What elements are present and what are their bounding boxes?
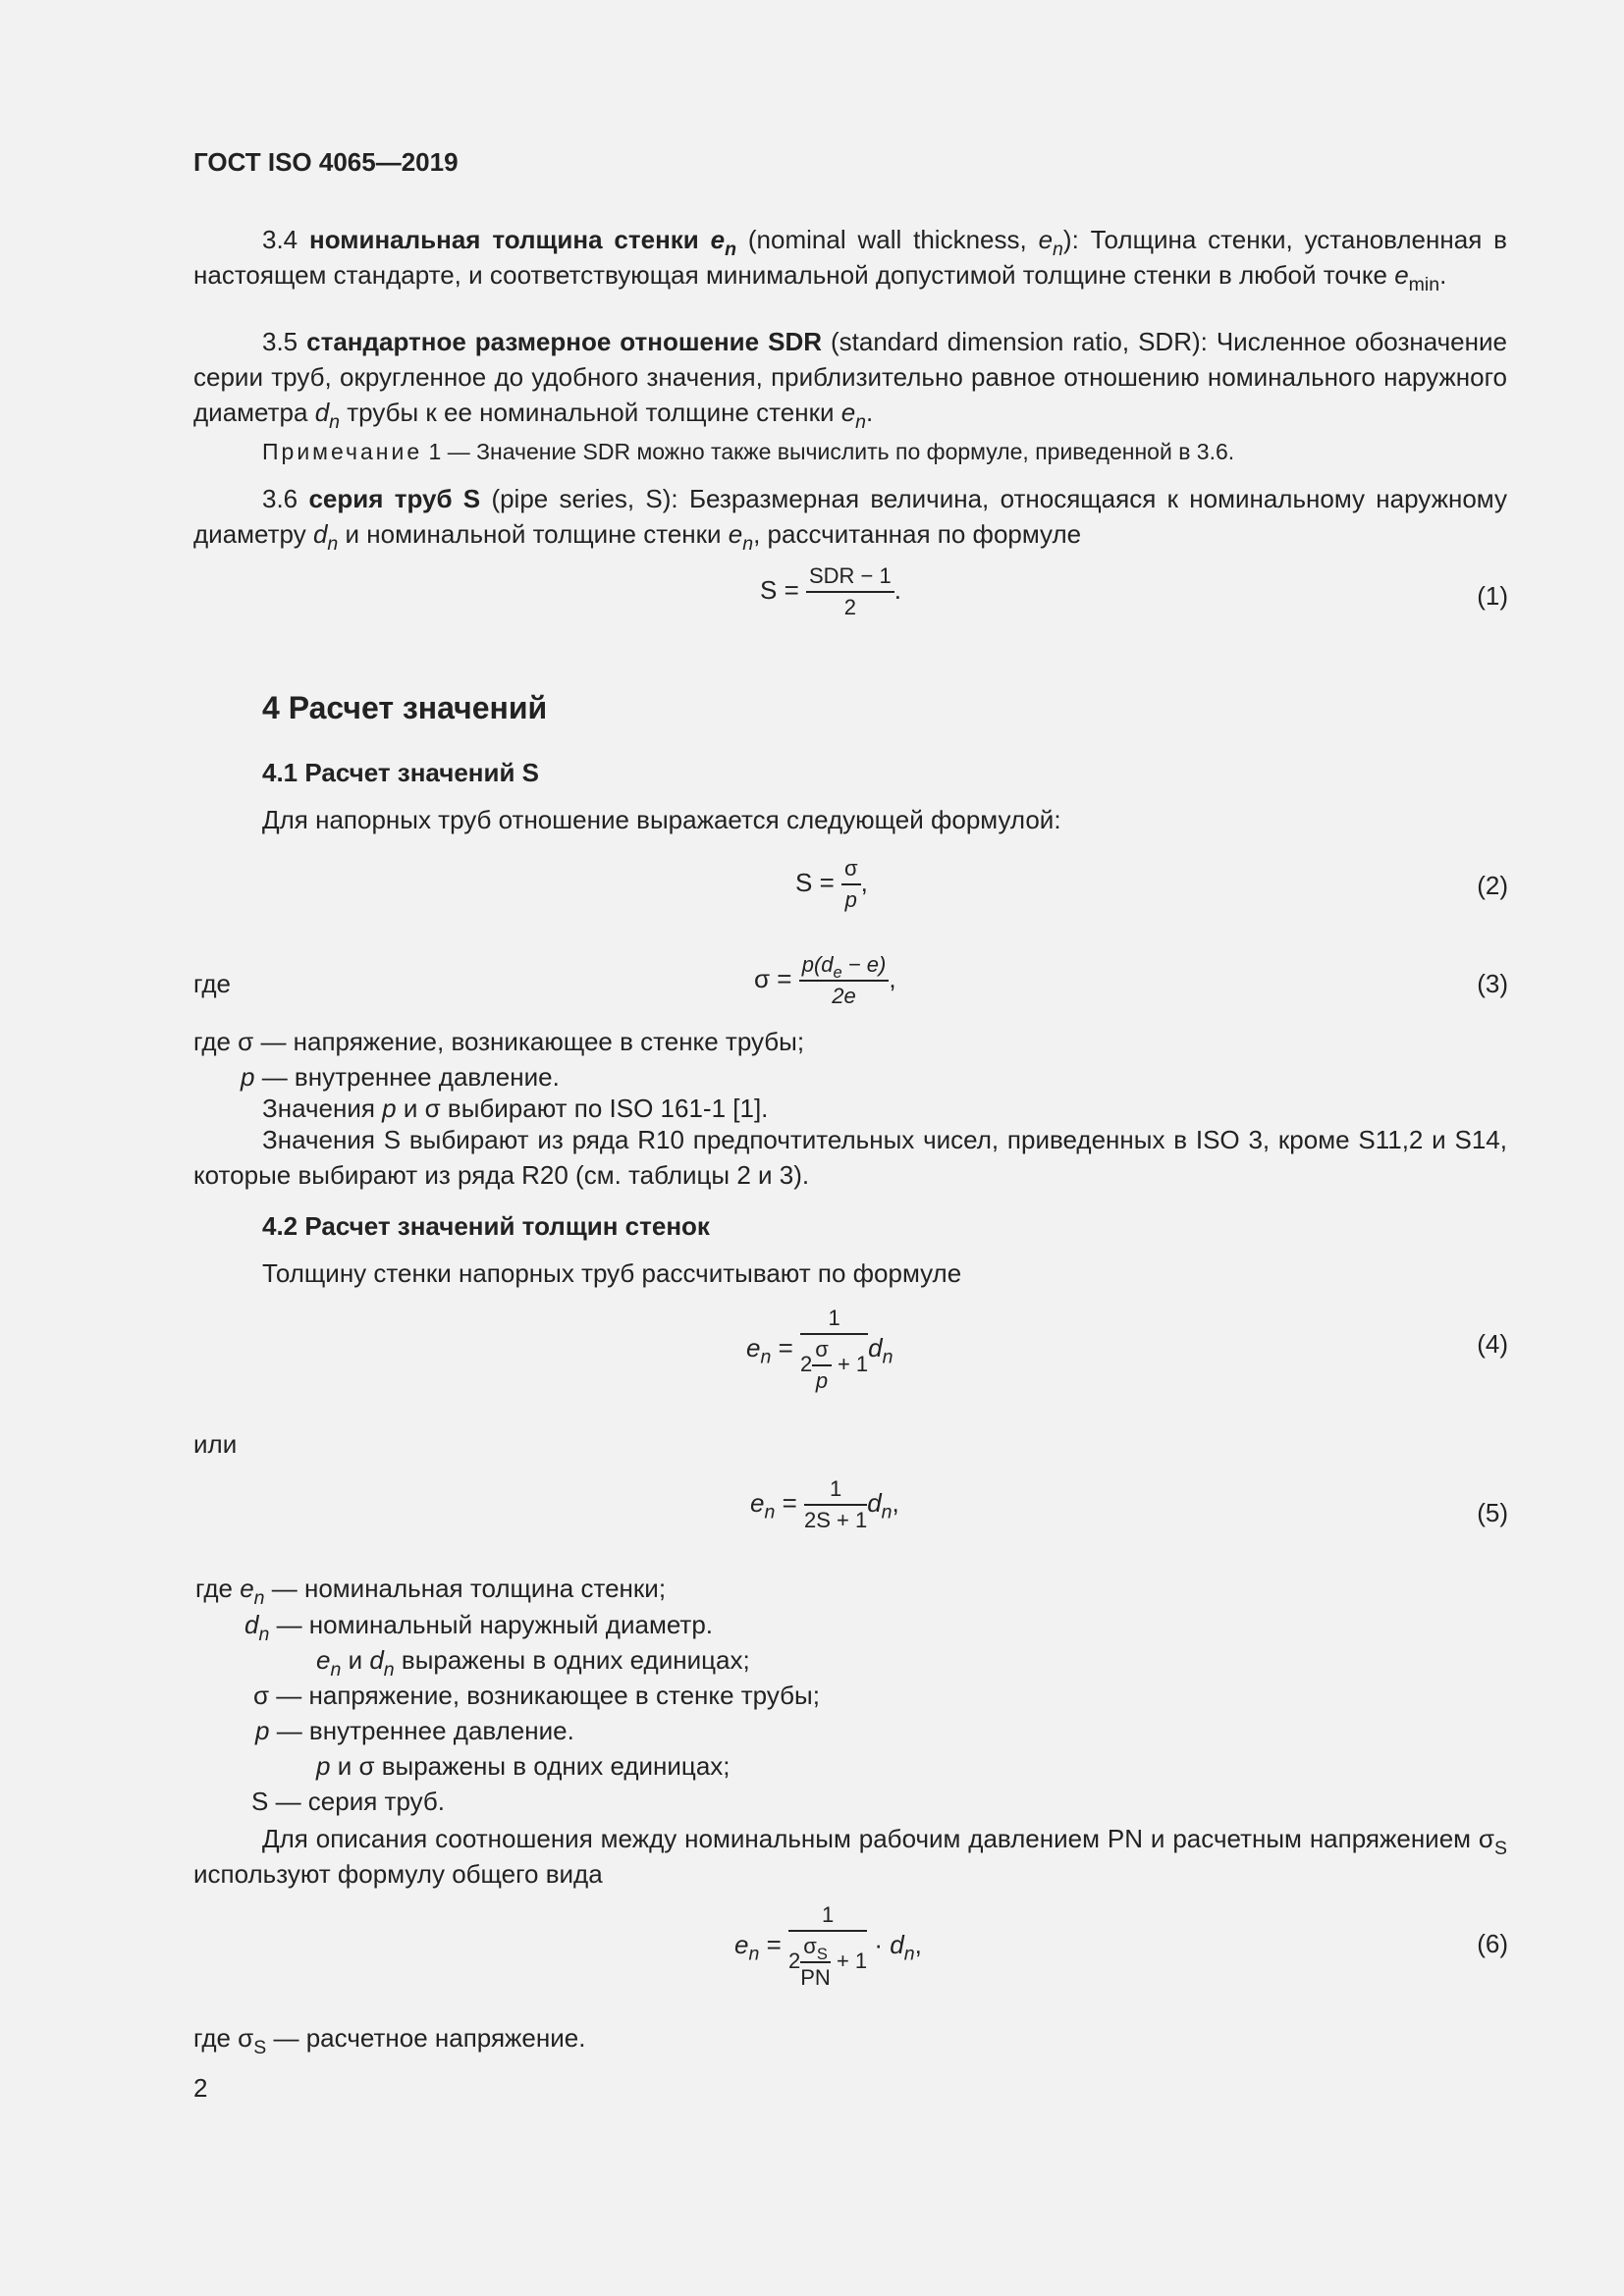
inner-denominator: p [815, 1368, 829, 1393]
definition-line [244, 1607, 714, 1645]
formula-lhs: S = [795, 867, 835, 897]
definition-text: , рассчитанная по формуле [753, 519, 1082, 549]
inner-fraction [800, 1934, 831, 1991]
symbol: e [840, 398, 856, 427]
note [193, 434, 1507, 469]
symbol: d [312, 519, 328, 549]
equals: = [766, 1929, 782, 1959]
symbol-sub: n [329, 410, 341, 433]
symbol-sub: S [253, 2036, 267, 2058]
symbol-sub: n [725, 238, 737, 260]
inner-numerator: σ [803, 1934, 817, 1958]
paragraph: Значения S выбирают из ряда R10 предпочтительных чисел, приведенных в ISO 3, кроме S11,2 и S14, которые выбирают из ряда R20 (см. таблицы 2 и 3). [193, 1125, 1507, 1190]
denominator: 2S + 1 [803, 1508, 868, 1532]
subsection-title: 4.2 Расчет значений толщин стенок [262, 1211, 710, 1241]
definition-text: — номинальный наружный диаметр. [276, 1610, 714, 1639]
symbol-sub: n [855, 410, 867, 433]
definition-text: — номинальная толщина стенки; [271, 1574, 667, 1603]
definition-text: и номинальной толщине стенки [345, 519, 722, 549]
text: где σ [193, 2023, 254, 2053]
inner-denominator: PN [800, 1965, 831, 1990]
fraction [788, 1902, 867, 1991]
numerator-sub: e [833, 963, 842, 982]
equation-number: (3) [1477, 969, 1508, 998]
subsection-title: 4.1 Расчет значений S [262, 758, 540, 787]
punct: , [889, 963, 896, 993]
definition-line [251, 1784, 445, 1819]
denominator [800, 1335, 868, 1394]
definition-line [255, 1713, 574, 1748]
numerator: 1 [804, 1476, 867, 1506]
numerator: SDR − 1 [806, 563, 894, 593]
symbol-sub: S [1493, 1837, 1507, 1859]
term: стандартное размерное отношение SDR [306, 327, 822, 356]
symbol: p [316, 1751, 331, 1781]
equals: = [778, 1332, 793, 1362]
where-word: где [193, 969, 231, 998]
symbol-sub: n [1053, 238, 1063, 260]
definition-line [316, 1642, 750, 1681]
punct: ): [1062, 225, 1079, 254]
symbol-sub: n [253, 1586, 265, 1609]
symbol-sub: n [742, 532, 754, 555]
definition-line [253, 1678, 820, 1713]
symbol: e [1038, 225, 1054, 254]
paragraph: Для напорных труб отношение выражается следующей формулой: [262, 805, 1061, 834]
clause-3-5 [193, 324, 1507, 433]
definition-line [316, 1748, 731, 1784]
definition-line [193, 2020, 585, 2056]
numerator: 1 [800, 1306, 868, 1335]
punct: . [1439, 260, 1447, 290]
note-text: 1 — Значение SDR можно также вычислить по формуле, приведенной в 3.6. [428, 439, 1235, 464]
fraction [804, 1476, 867, 1533]
text: Для описания соотношения между номинальным рабочим давлением PN и расчетным напряжением σ [262, 1824, 1494, 1853]
den-part: + 1 [836, 1948, 868, 1973]
text: Значения [262, 1094, 375, 1123]
symbol: d [868, 1332, 883, 1362]
text: где [195, 1574, 233, 1603]
symbol-sub: n [330, 1658, 342, 1681]
equals: = [782, 1487, 797, 1518]
symbol: d [867, 1487, 882, 1518]
inner-numerator: σ [812, 1337, 832, 1366]
equation-number: (2) [1477, 871, 1508, 900]
symbol-sub: n [764, 1501, 776, 1523]
den-part: 2 [799, 1351, 813, 1376]
equation-number: (5) [1477, 1498, 1508, 1527]
clause-3-6 [193, 481, 1507, 555]
symbol: S [251, 1787, 269, 1816]
definition-text: выражены в одних единицах; [401, 1645, 750, 1675]
document-header: ГОСТ ISO 4065—2019 [193, 147, 459, 177]
english-term: (nominal wall thickness, [747, 225, 1027, 254]
symbol: σ [253, 1681, 270, 1710]
denominator: p [844, 887, 857, 912]
formula-lhs: S = [760, 574, 799, 605]
definition-text: — внутреннее давление. [261, 1062, 560, 1092]
symbol-sub: n [383, 1658, 395, 1681]
symbol: e [728, 519, 743, 549]
numerator-tail: − e) [841, 952, 887, 977]
page-number: 2 [193, 2073, 208, 2103]
symbol: e [746, 1332, 761, 1362]
inner-numerator-sub: S [816, 1945, 828, 1963]
definition-text: Толщина стенки, установленная в настоящем стандарте, и соответствующая минимальной допустимой толщине стенки в любой точке [193, 225, 1507, 290]
or-word: или [193, 1429, 238, 1459]
term: номинальная толщина стенки [309, 225, 699, 254]
symbol-sub: n [258, 1623, 270, 1645]
definition-line [195, 1571, 667, 1609]
section-title: 4 Расчет значений [262, 690, 548, 725]
text: и [348, 1645, 363, 1675]
definition-text: трубы к ее номинальной толщине стенки [347, 398, 835, 427]
clause-number: 3.6 [262, 484, 298, 513]
definition-text: — расчетное напряжение. [273, 2023, 586, 2053]
fraction [800, 1306, 868, 1394]
definition-text: Численное обозначение серии труб, округленное до удобного значения, приблизительно равное отношению номинального наружного диаметра [193, 327, 1507, 427]
symbol-sub: n [881, 1501, 893, 1523]
punct: , [892, 1487, 899, 1518]
clause-number: 3.5 [262, 327, 298, 356]
paragraph [193, 1821, 1507, 1892]
denominator: 2 [843, 595, 856, 619]
symbol: e [1394, 260, 1409, 290]
numerator: p(d [801, 952, 834, 977]
formula-lhs: σ = [754, 963, 792, 993]
formula-4 [746, 1306, 893, 1394]
definition-text: — внутреннее давление. [276, 1716, 574, 1745]
symbol: e [240, 1574, 254, 1603]
symbol: p [382, 1094, 397, 1123]
inner-fraction [812, 1337, 832, 1394]
symbol: p [241, 1062, 255, 1092]
definition-text: — напряжение, возникающее в стенке трубы; [276, 1681, 820, 1710]
english-term: (standard dimension ratio, SDR): [830, 327, 1208, 356]
punct: , [914, 1929, 922, 1959]
definition-line [241, 1059, 560, 1095]
numerator: 1 [788, 1902, 867, 1932]
symbol: d [369, 1645, 384, 1675]
symbol: d [314, 398, 330, 427]
fraction [799, 952, 890, 1009]
note-label: Примечание [262, 439, 423, 464]
symbol: e [316, 1645, 331, 1675]
symbol-sub: min [1408, 273, 1440, 295]
numerator: σ [841, 856, 861, 885]
formula-3 [754, 952, 896, 1009]
equation-number: (1) [1477, 581, 1508, 611]
text: используют формулу общего вида [193, 1859, 603, 1889]
symbol-sub: n [327, 532, 339, 555]
punct: . [893, 574, 901, 605]
symbol-sub: n [760, 1346, 772, 1368]
fraction [841, 856, 861, 913]
text: и σ выбирают по ISO 161-1 [1]. [403, 1094, 769, 1123]
formula-2 [795, 856, 868, 913]
formula-1 [760, 563, 901, 620]
equation-number: (4) [1477, 1329, 1508, 1359]
symbol: e [750, 1487, 765, 1518]
denominator [788, 1932, 867, 1991]
denominator: 2e [832, 984, 856, 1008]
symbol-sub: n [748, 1943, 760, 1965]
symbol: p [255, 1716, 270, 1745]
definition-text: и σ выражены в одних единицах; [337, 1751, 731, 1781]
symbol: e [710, 225, 726, 254]
formula-6 [734, 1902, 922, 1991]
definition-text: Безразмерная величина, относящаяся к номинальному наружному диаметру [193, 484, 1507, 549]
definition-text: — серия труб. [275, 1787, 446, 1816]
fraction [806, 563, 894, 620]
term: серия труб S [308, 484, 481, 513]
den-part: + 1 [837, 1351, 869, 1376]
symbol-sub: n [882, 1346, 893, 1368]
english-term: (pipe series, S): [491, 484, 678, 513]
den-part: 2 [787, 1948, 801, 1973]
punct: , [860, 867, 868, 897]
symbol: d [890, 1929, 904, 1959]
symbol: d [244, 1610, 259, 1639]
definition-line: где σ — напряжение, возникающее в стенке трубы; [193, 1027, 805, 1056]
formula-5 [750, 1476, 899, 1533]
equation-number: (6) [1477, 1929, 1508, 1958]
multiply: · [874, 1929, 884, 1959]
symbol-sub: n [903, 1943, 915, 1965]
punct: . [866, 398, 874, 427]
symbol: e [734, 1929, 749, 1959]
clause-number: 3.4 [262, 225, 298, 254]
clause-3-4 [193, 222, 1507, 293]
definition-line [262, 1091, 768, 1126]
paragraph: Толщину стенки напорных труб рассчитывают по формуле [262, 1258, 962, 1288]
